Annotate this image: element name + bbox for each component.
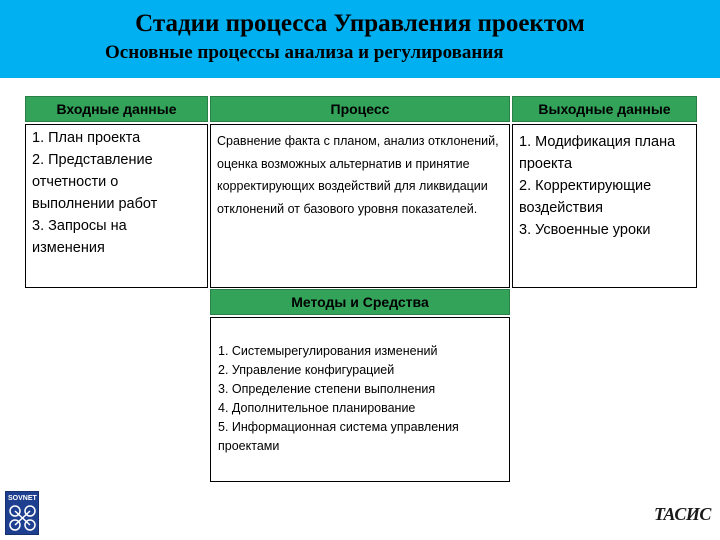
input-item: 3. Запросы на изменения [32, 218, 127, 256]
inputs-heading [25, 96, 208, 122]
method-item: 2. Управление конфигурацией [218, 363, 395, 377]
page-title: Стадии процесса Управления проектом [135, 10, 585, 37]
method-item: 4. Дополнительное планирование [218, 401, 416, 415]
output-item: 2. Корректирующие воздействия [519, 178, 652, 216]
methods-heading-label: Методы и Средства [291, 294, 429, 310]
output-item: 1. Модификация плана проекта [519, 134, 676, 172]
input-item: 2. Представление отчетности о выполнении работ [32, 152, 158, 212]
header-banner [0, 0, 720, 78]
methods-box [210, 317, 510, 482]
outputs-box [512, 124, 697, 288]
inputs-heading-label: Входные данные [56, 101, 177, 117]
process-heading-label: Процесс [330, 101, 390, 117]
sovnet-pattern-icon [6, 503, 40, 535]
page-subtitle: Основные процессы анализа и регулирования [105, 42, 504, 63]
input-item: 1. План проекта [32, 130, 141, 146]
process-box [210, 124, 510, 288]
inputs-box [25, 124, 208, 288]
method-item: 5. Информационная система управления проектами [218, 420, 459, 453]
process-text: Сравнение факта с планом, анализ отклонений, оценка возможных альтернатив и принятие корректирующих воздействий для ликвидации отклонений от базового уровня показателей. [217, 134, 499, 216]
outputs-heading [512, 96, 697, 122]
sovnet-logo [5, 491, 39, 535]
process-heading [210, 96, 510, 122]
sovnet-logo-label: SOVNET [8, 495, 37, 502]
method-item: 1. Системырегулирования изменений [218, 344, 438, 358]
tacis-logo: ТАСИС [654, 504, 711, 524]
method-item: 3. Определение степени выполнения [218, 382, 436, 396]
methods-heading [210, 289, 510, 315]
output-item: 3. Усвоенные уроки [519, 222, 651, 238]
outputs-heading-label: Выходные данные [538, 101, 671, 117]
